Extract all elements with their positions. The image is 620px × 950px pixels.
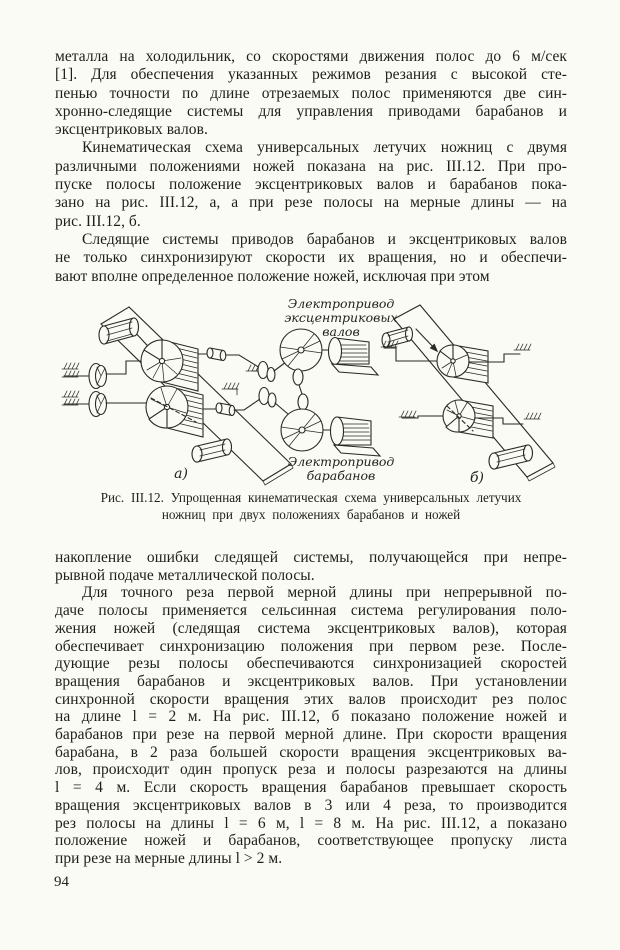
eccentric-sheave-lower-a [89,392,107,417]
figure-kinematic-diagram [0,290,620,490]
label-drive-eccentric-line2: эксцентриковых [284,310,398,325]
text-line: на длине l = 2 м. На рис. III.12, б показано положение ножей и [55,708,567,726]
eccentric-sheave-upper-a [89,364,107,389]
sync-bevel-shaft-a [293,369,308,410]
text-line: рез полосы на длины l = 6 м, l = 8 м. На рис. III.12, а показано [55,814,567,832]
text-line: синхронной скорости вращения этих валов происходит рез полос [55,690,567,708]
text-line: лов, происходит один пропуск реза и полосы разрезаются на длины [55,761,567,779]
entry-roller-b [382,327,413,347]
paragraph [55,584,567,867]
text-line: даче полосы применяется сельсинная система регулирования поло- [55,602,567,620]
paragraph [55,549,567,584]
page-number: 94 [54,874,69,890]
text-line: [1]. Для обеспечения указанных режимов резания с высокой сте- [55,66,567,84]
ground-hatch-icon [524,413,541,419]
upper-drum-a [141,340,198,391]
text-line: Следящие системы приводов барабанов и эксцентриковых валов [82,230,567,248]
ground-hatch-icon [399,411,416,417]
label-drive-drums-line2: барабанов [306,468,376,483]
text-line: Для точного реза первой мерной длины при непрерывной по- [82,584,567,602]
upper-gear-train-a [198,348,286,382]
figure-caption-line1: Рис. III.12. Упрощенная кинематическая схема универсальных летучих [100,490,522,505]
ground-hatch-icon [222,383,239,389]
motor-eccentric-drive [329,338,379,376]
text-line: барабанов при резе на первой мерной длине. При скорости вращения [55,726,567,744]
text-line: не только синхронизируют скорости их вращения, но и обеспечи- [55,249,567,267]
left-supports-a [62,363,90,405]
text-line: дующие резы полосы обеспечиваются синхронизацией скоростей [55,655,567,673]
figure-caption [55,490,567,524]
label-drive-drums-line1: Электропривод [287,454,395,469]
ground-hatch-icon [62,363,79,369]
text-line: рывной подаче металлической полосы. [55,566,315,584]
motor-drum-drive [331,417,381,456]
text-line: хронно-следящие системы для управления приводами барабанов и [55,102,567,120]
text-line: различными положениями ножей показана на рис. III.12. При про- [55,157,567,175]
subfigure-label-a: а) [174,466,188,482]
text-line: рис. III.12, б. [55,212,141,230]
exit-roller-a [192,439,232,462]
ground-hatch-icon [514,344,531,350]
figure-caption-line2: ножниц при двух положениях барабанов и ножей [161,506,461,522]
lower-drum-a [146,386,203,437]
text-line: металла на холодильник, со скоростями движения полос до 6 м/сек [55,48,567,65]
text-line: обеспечивает синхронизацию положения при первом резе. После- [55,637,567,655]
text-line: l = 4 м. Если скорость вращения барабанов превышает скорость [55,779,567,797]
lower-drum-b [443,400,493,438]
label-drive-eccentric-line3: валов [322,324,360,339]
text-line: вращения эксцентриковых валов в 3 или 4 реза, то производится [55,796,567,814]
subfigure-label-b: б) [469,470,485,486]
subfigure-b [381,305,555,481]
text-line: Кинематическая схема универсальных летучих ножниц с двумя [82,139,567,157]
text-line: пенью точности по длине отрезаемых полос применяются две син- [55,84,567,102]
text-line: жения ножей (следящая система эксцентриковых валов), которая [55,619,567,637]
ground-hatch-icon [62,391,79,397]
eccentric-shaft-upper-a [106,361,143,374]
text-line: пуске полосы положение эксцентриковых валов и барабанов пока- [55,176,567,194]
lower-text-block [55,549,567,868]
text-line: эксцентриковых валов. [55,121,208,139]
text-line: вают вполне определенное положение ножей, исключая при этом [55,267,490,285]
text-line: положение ножей и барабанов, соответствующее пропуску листа [55,832,567,850]
text-line: вращения барабанов и эксцентриковых валов. При установлении [55,672,567,690]
upper-text-block [55,48,567,286]
text-line: барабана, в 2 раза большей скорости вращения эксцентриковых ва- [55,743,567,761]
drum-drive-pulley [281,409,323,451]
text-line: накопление ошибки следящей системы, получающейся при непре- [55,549,567,566]
paragraph [55,139,567,230]
eccentric-drive-pulley [280,329,322,371]
paragraph [55,231,567,286]
paragraph [55,48,567,139]
text-line: зано на рис. III.12, а, а при резе полосы на мерные длины — на [55,194,567,212]
text-line: при резе на мерные длины l > 2 м. [55,849,283,867]
label-drive-eccentric-line1: Электропривод [287,296,395,311]
